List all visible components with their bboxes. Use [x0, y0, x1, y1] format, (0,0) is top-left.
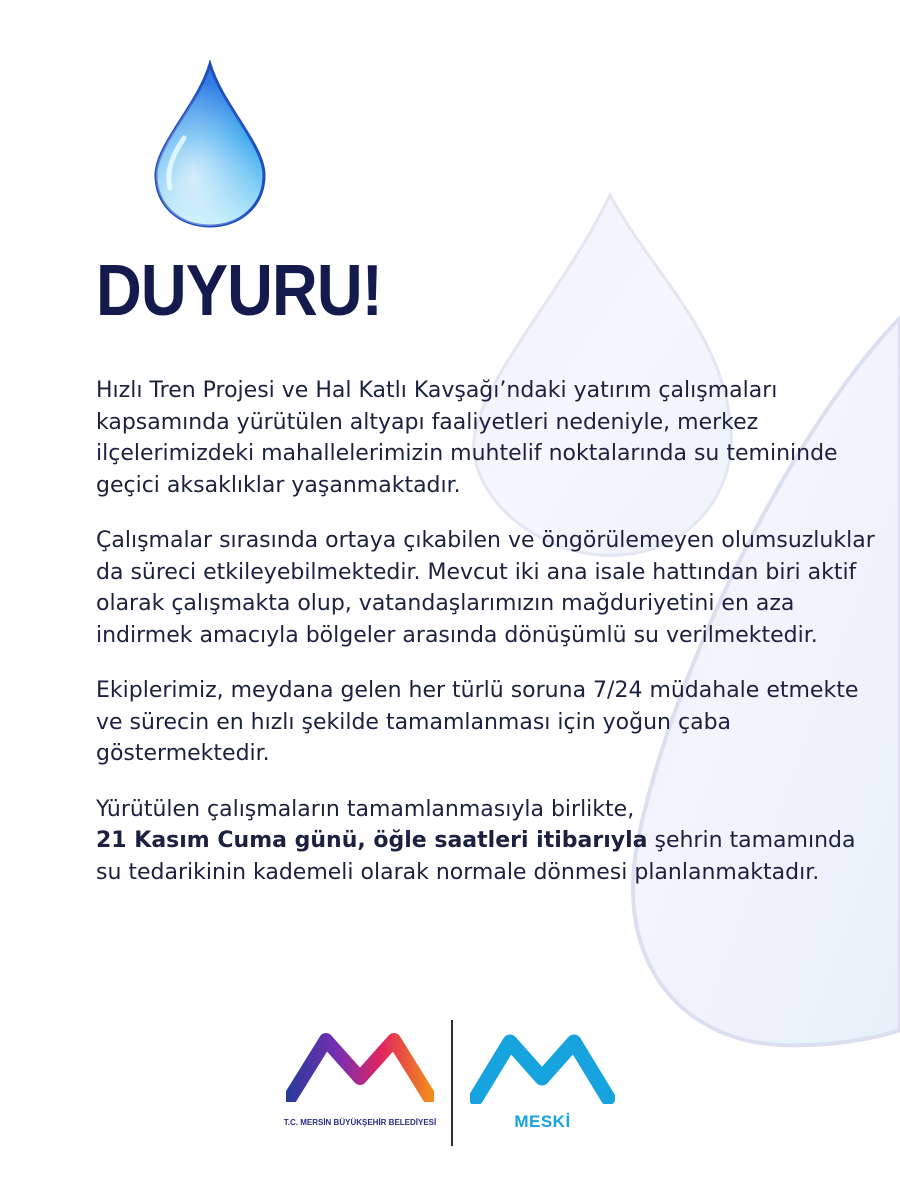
date-highlight: 21 Kasım Cuma günü, öğle saatleri itibarıyla: [96, 828, 648, 853]
logo-divider: [451, 1020, 453, 1146]
paragraph: [96, 794, 886, 889]
page-title: DUYURU!: [96, 251, 382, 331]
announcement-body: [96, 375, 886, 912]
paragraph: Hızlı Tren Projesi ve Hal Katlı Kavşağı’ndaki yatırım çalışmaları kapsamında yürütülen altyapı faaliyetleri nedeniyle, merkez ilçelerimizdeki mahallelerimizin muhtelif noktalarında su temininde geçici aksaklıklar yaşanmaktadır.: [96, 378, 838, 498]
meski-logo: [470, 1032, 615, 1142]
mersin-municipality-logo: [283, 1032, 437, 1132]
paragraph-intro: Yürütülen çalışmaların tamamlanmasıyla birlikte,: [96, 796, 635, 822]
municipality-name: T.C. MERSİN BÜYÜKŞEHİR BELEDİYESİ: [283, 1118, 437, 1127]
paragraph: Çalışmalar sırasında ortaya çıkabilen ve öngörülemeyen olumsuzluklar da süreci etkileyebilmektedir. Mevcut iki ana isale hattından biri aktif olarak çalışmakta olup, vatandaşlarımızın mağduriyetini en aza indirmek amacıyla bölgeler arasında dönüşümlü su verilmektedir.: [96, 528, 875, 648]
water-drop-icon: [150, 60, 270, 230]
meski-logo-icon: [470, 1032, 615, 1104]
meski-name: MESKİ: [514, 1112, 571, 1131]
mersin-logo-icon: [286, 1032, 434, 1102]
paragraph: Ekiplerimiz, meydana gelen her türlü soruna 7/24 müdahale etmekte ve sürecin en hızlı şekilde tamamlanması için yoğun çaba göstermektedir.: [96, 678, 859, 766]
paragraph-rest: şehrin tamamında su tedarikinin kademeli olarak normale dönmesi planlanmaktadır.: [96, 828, 856, 885]
